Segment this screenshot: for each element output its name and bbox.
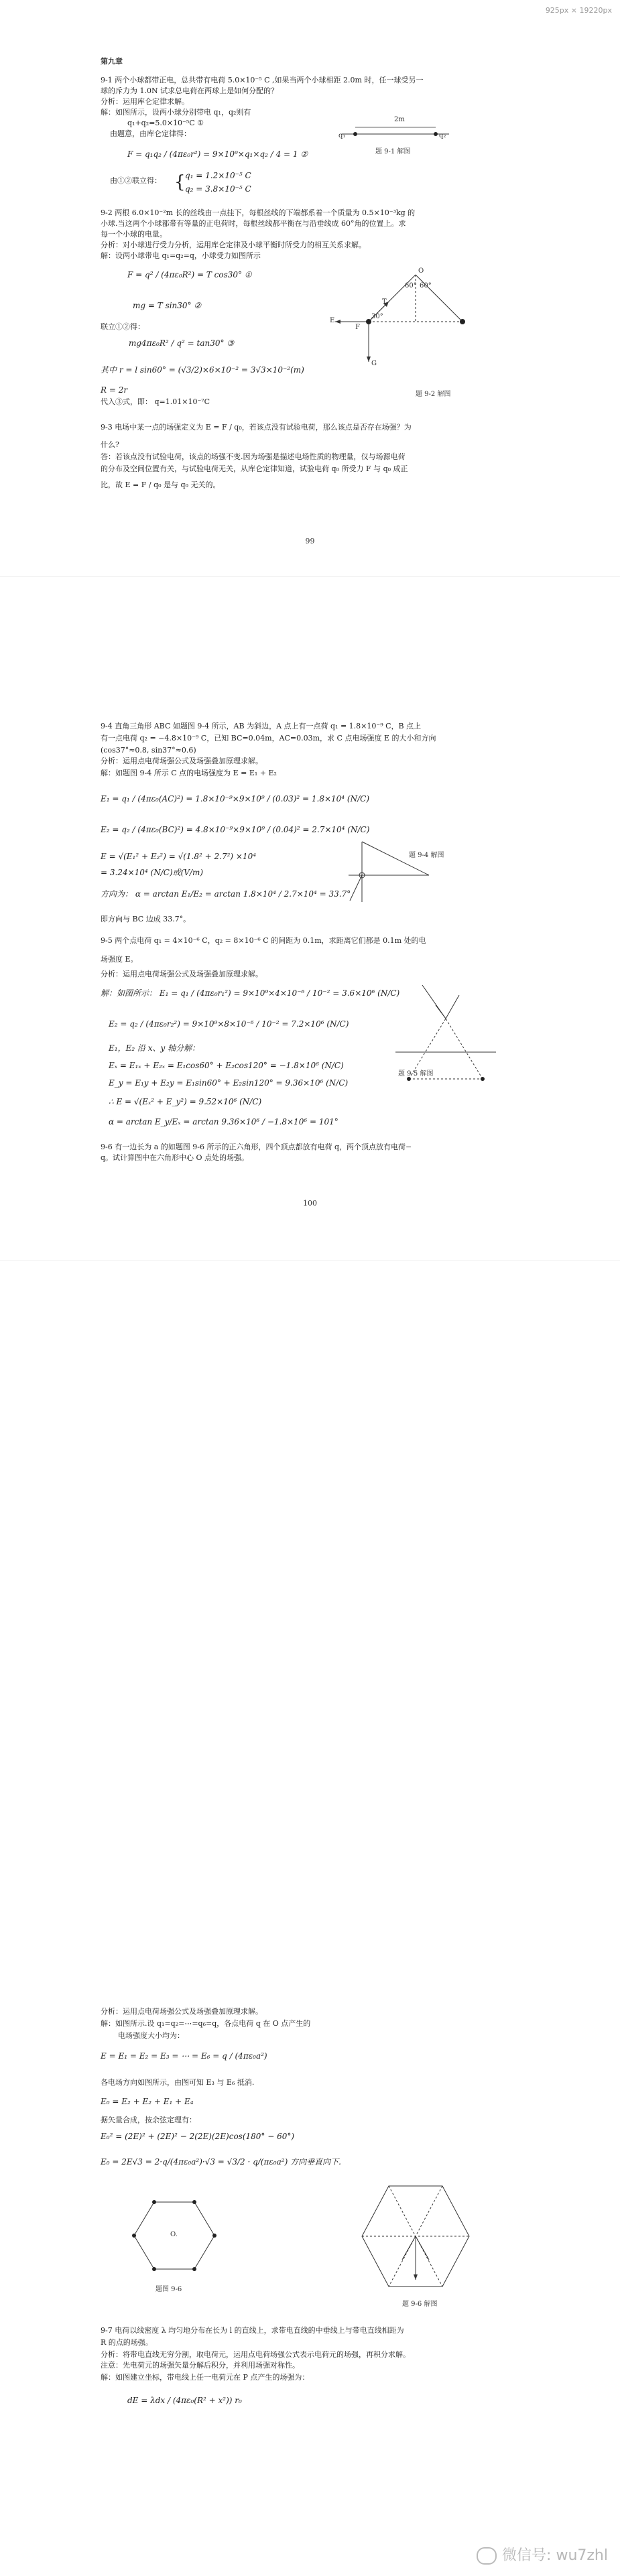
problem-9-1-line: 球的斥力为 1.0N 试求总电荷在两球上是如何分配的？: [101, 86, 279, 95]
equation-decompose: E₁，E₂ 沿 x、y 轴分解：: [109, 1043, 200, 1053]
problem-9-6-line: q。试计算图中在六角形中心 O 点处的场强。: [101, 1153, 249, 1162]
figure-9-2-angle: 30°: [371, 313, 383, 320]
answer-line: 答：若该点没有试验电荷，该点的场强不变.因为场强是描述电场性质的物理量，仅与场源电荷: [101, 452, 406, 461]
figure-9-4: [355, 828, 456, 909]
problem-9-4-line: 有一点电荷 q₂ = −4.8×10⁻⁹ C，已知 BC=0.04m，AC=0.03m，求 C 点电场强度 E 的大小和方向: [101, 734, 436, 743]
result-q1: q₁ = 1.2×10⁻⁵ C: [185, 171, 251, 180]
figure-9-6-center-label: O.: [170, 2231, 178, 2238]
figure-9-2-angle: 60°: [405, 282, 417, 289]
equation-2: mg = T sin30° ②: [133, 301, 202, 310]
figure-9-6-caption: 题图 9-6: [156, 2286, 182, 2293]
equation-3: mg4πε₀R² / q² = tan30° ③: [129, 338, 235, 348]
equation-e2: E₂ = q₂ / (4πε₀r₂²) = 9×10⁹×8×10⁻⁶ / 10⁻² = 7.2×10⁶ (N/C): [109, 1019, 349, 1029]
equation-ey: E_y = E₁y + E₂y = E₁sin60° + E₂sin120° = 9.36×10⁶ (N/C): [109, 1078, 349, 1088]
watermark-text: 微信号: wu7zhl: [502, 2547, 608, 2565]
figure-9-6-solution-caption: 题 9-6 解图: [402, 2301, 438, 2308]
equation-e: E = √(E₁² + E₂²) = √(1.8² + 2.7²) ×10⁴: [101, 852, 257, 861]
equation-cosine-law: E₀² = (2E)² + (2E)² − 2(2E)(2E)cos(180° − 60°): [101, 2132, 295, 2141]
figure-9-2-f-label: F: [355, 324, 360, 331]
solution-line: 解：如题图 9-4 所示 C 点的电场强度为 E = E₁ + E₂: [101, 769, 277, 777]
problem-9-7-line: 9-7 电荷以线密度 λ 均匀地分布在长为 l 的直线上，求带电直线的中垂线上与带电直线相距为: [101, 2326, 404, 2335]
answer-line: 的分布及空间位置有关，与试验电荷无关，从库仑定律知道，试验电荷 q₀ 所受力 F 与 q₀ 成正: [101, 464, 408, 473]
equation-e1: 解：如图所示： E₁ = q₁ / (4πε₀r₁²) = 9×10⁹×4×10⁻⁶ / 10⁻² = 3.6×10⁶ (N/C): [101, 988, 400, 998]
figure-9-1-q2-label: q₂: [439, 132, 446, 139]
solution-line: 据矢量合成，按余弦定理有：: [101, 2116, 196, 2124]
equation-e0-result: E₀ = 2E√3 = 2·q/(4πε₀a²)·√3 = √3/2 · q/(πε₀a²) 方向垂直向下.: [101, 2157, 341, 2167]
equation-e-result: = 3.24×10⁴ (N/C)或(V/m): [101, 868, 204, 877]
figure-9-2-angle: 60°: [420, 282, 432, 289]
equation-e-each: E = E₁ = E₂ = E₃ = ⋯ = E₆ = q / (4πε₀a²): [101, 2051, 267, 2061]
equation-de: dE = λdx / (4πε₀(R² + x²)) r₀: [127, 2396, 242, 2405]
problem-9-1-line: 9-1 两个小球都带正电，总共带有电荷 5.0×10⁻⁵ C ,如果当两个小球相距 2.0m 时，任一球受另一: [101, 76, 424, 84]
solution-line: 即方向与 BC 边成 33.7°。: [101, 915, 191, 923]
figure-9-5-caption: 题 9-5 解图: [398, 1070, 434, 1078]
solution-line: 解：设两小球带电 q₁=q₂=q，小球受力如图所示: [101, 251, 261, 260]
page-gap: [0, 576, 620, 577]
solution-line: 解：如图所示，设两小球分别带电 q₁，q₂则有: [101, 108, 251, 117]
page-number: 99: [305, 537, 315, 545]
problem-9-4-line: (cos37°≈0.8, sin37°≈0.6): [101, 746, 196, 755]
equation-direction: 方向为： α = arctan E₁/E₂ = arctan 1.8×10⁴ / 2.7×10⁴ = 33.7°: [101, 889, 351, 899]
figure-9-2-caption: 题 9-2 解图: [416, 391, 451, 398]
problem-9-3-line: 9-3 电场中某一点的场强定义为 E = F / q₀，若该点没有试验电荷，那么该点是否存在场强？为: [101, 423, 412, 432]
problem-9-6-line: 9-6 有一边长为 a 的如题图 9-6 所示的正六角形，四个顶点都放有电荷 q，两个顶点放有电荷−: [101, 1143, 412, 1151]
solution-line: 联立①②得：: [101, 322, 145, 331]
analysis-line: 注意：先电荷元的场强矢量分解后积分，并利用场强对称性。: [101, 2361, 300, 2370]
solution-line: 各电场方向如图所示，由图可知 E₃ 与 E₆ 抵消.: [101, 2078, 255, 2087]
image-dimension-label: 925px × 19220px: [545, 6, 612, 15]
solution-line: 电场强度大小均为：: [118, 2031, 184, 2040]
analysis-line: 分析：运用库仑定律求解。: [101, 97, 189, 106]
analysis-line: 分析：运用点电荷场强公式及场强叠加原理求解。: [101, 2007, 263, 2016]
equation-e1: E₁ = q₁ / (4πε₀(AC)²) = 1.8×10⁻⁹×9×10⁹ / (0.03)² = 1.8×10⁴ (N/C): [101, 794, 370, 803]
problem-9-2-line: 9-2 两根 6.0×10⁻²m 长的丝线由一点挂下，每根丝线的下端都系着一个质量为 0.5×10⁻³kg 的: [101, 208, 416, 217]
figure-9-4-caption: 题 9-4 解图: [409, 852, 444, 859]
equation-e-total: ∴ E = √(Eₓ² + E_y²) = 9.52×10⁶ (N/C): [109, 1097, 262, 1106]
page-number: 100: [303, 1199, 317, 1208]
equation-5: R = 2r: [101, 385, 128, 395]
answer-line: 比，故 E = F / q₀ 是与 q₀ 无关的。: [101, 480, 221, 489]
analysis-line: 分析：运用点电荷场强公式及场强叠加原理求解。: [101, 757, 263, 765]
page-gap: [0, 1260, 620, 1261]
equation-4: 其中 r = l sin60° = (√3/2)×6×10⁻² = 3√3×10⁻²(m): [101, 365, 304, 375]
figure-9-2-t-label: T: [382, 298, 387, 306]
solution-line: 解：如图建立坐标，带电线上任一电荷元在 P 点产生的场强为：: [101, 2373, 310, 2382]
figure-9-1-q1-label: q₁: [338, 132, 346, 139]
system-brace: {: [174, 172, 186, 192]
equation-e2: E₂ = q₂ / (4πε₀(BC)²) = 4.8×10⁻⁹×9×10⁹ / (0.04)² = 2.7×10⁴ (N/C): [101, 825, 370, 834]
figure-9-2-g-label: G: [371, 360, 377, 367]
solution-line: 由①②联立得：: [110, 176, 162, 185]
solution-line: 由题意，由库仑定律得：: [110, 129, 191, 138]
figure-9-6-solution: [355, 2179, 476, 2293]
problem-9-4-line: 9-4 直角三角形 ABC 如题图 9-4 所示，AB 为斜边，A 点上有一点荷 q₁ = 1.8×10⁻⁹ C，B 点上: [101, 722, 422, 730]
equation-angle: α = arctan E_y/Eₓ = arctan 9.36×10⁶ / −1.8×10⁶ = 101°: [109, 1117, 338, 1126]
figure-9-2-o-label: O: [418, 267, 424, 275]
solution-line: 代入③式，即： q=1.01×10⁻⁷C: [101, 397, 210, 406]
problem-9-5-line: 场强度 E。: [101, 955, 138, 964]
equation-line: q₁+q₂=5.0×10⁻⁵C ①: [127, 119, 204, 127]
equation-ex: Eₓ = E₁ₓ + E₂ₓ = E₁cos60° + E₂cos120° = −1.8×10⁶ (N/C): [109, 1061, 344, 1070]
problem-9-5-line: 9-5 两个点电荷 q₁ = 4×10⁻⁶ C，q₂ = 8×10⁻⁶ C 的间距为 0.1m，求距离它们都是 0.1m 处的电: [101, 936, 426, 945]
result-q2: q₂ = 3.8×10⁻⁵ C: [185, 184, 251, 194]
figure-9-1-distance-label: 2m: [394, 116, 405, 123]
problem-9-2-line: 小球.当这两个小球都带有等量的正电荷时，每根丝线都平衡在与沿垂线成 60°角的位置上。求: [101, 219, 406, 228]
wechat-icon: [477, 2547, 497, 2565]
equation-e0: E₀ = E₂ + E₂ + E₁ + E₄: [101, 2097, 194, 2106]
problem-9-3-line: 什么?: [101, 440, 119, 449]
analysis-line: 分析：对小球进行受力分析，运用库仑定律及小球平衡时所受力的相互关系求解。: [101, 241, 366, 249]
wechat-watermark: [477, 2545, 608, 2567]
figure-9-1-caption: 题 9-1 解图: [375, 148, 411, 155]
problem-9-7-line: R 的点的场强。: [101, 2338, 153, 2347]
analysis-line: 分析：运用点电荷场强公式及场强叠加原理求解。: [101, 970, 263, 978]
analysis-line: 分析：将带电直线无穷分割，取电荷元，运用点电荷场强公式表示电荷元的场强，再积分求解。: [101, 2350, 410, 2359]
figure-9-2-e-label: E: [330, 317, 335, 324]
coulomb-equation: F = q₁q₂ / (4πε₀r²) = 9×10⁹×q₁×q₂ / 4 = 1 ②: [127, 149, 308, 159]
equation-1: F = q² / (4πε₀R²) = T cos30° ①: [127, 270, 252, 279]
solution-line: 解：如图所示.设 q₁=q₂=⋯=q₆=q，各点电荷 q 在 O 点产生的: [101, 2019, 311, 2028]
chapter-title: 第九章: [101, 57, 123, 66]
problem-9-2-line: 每一个小球的电量。: [101, 230, 167, 239]
